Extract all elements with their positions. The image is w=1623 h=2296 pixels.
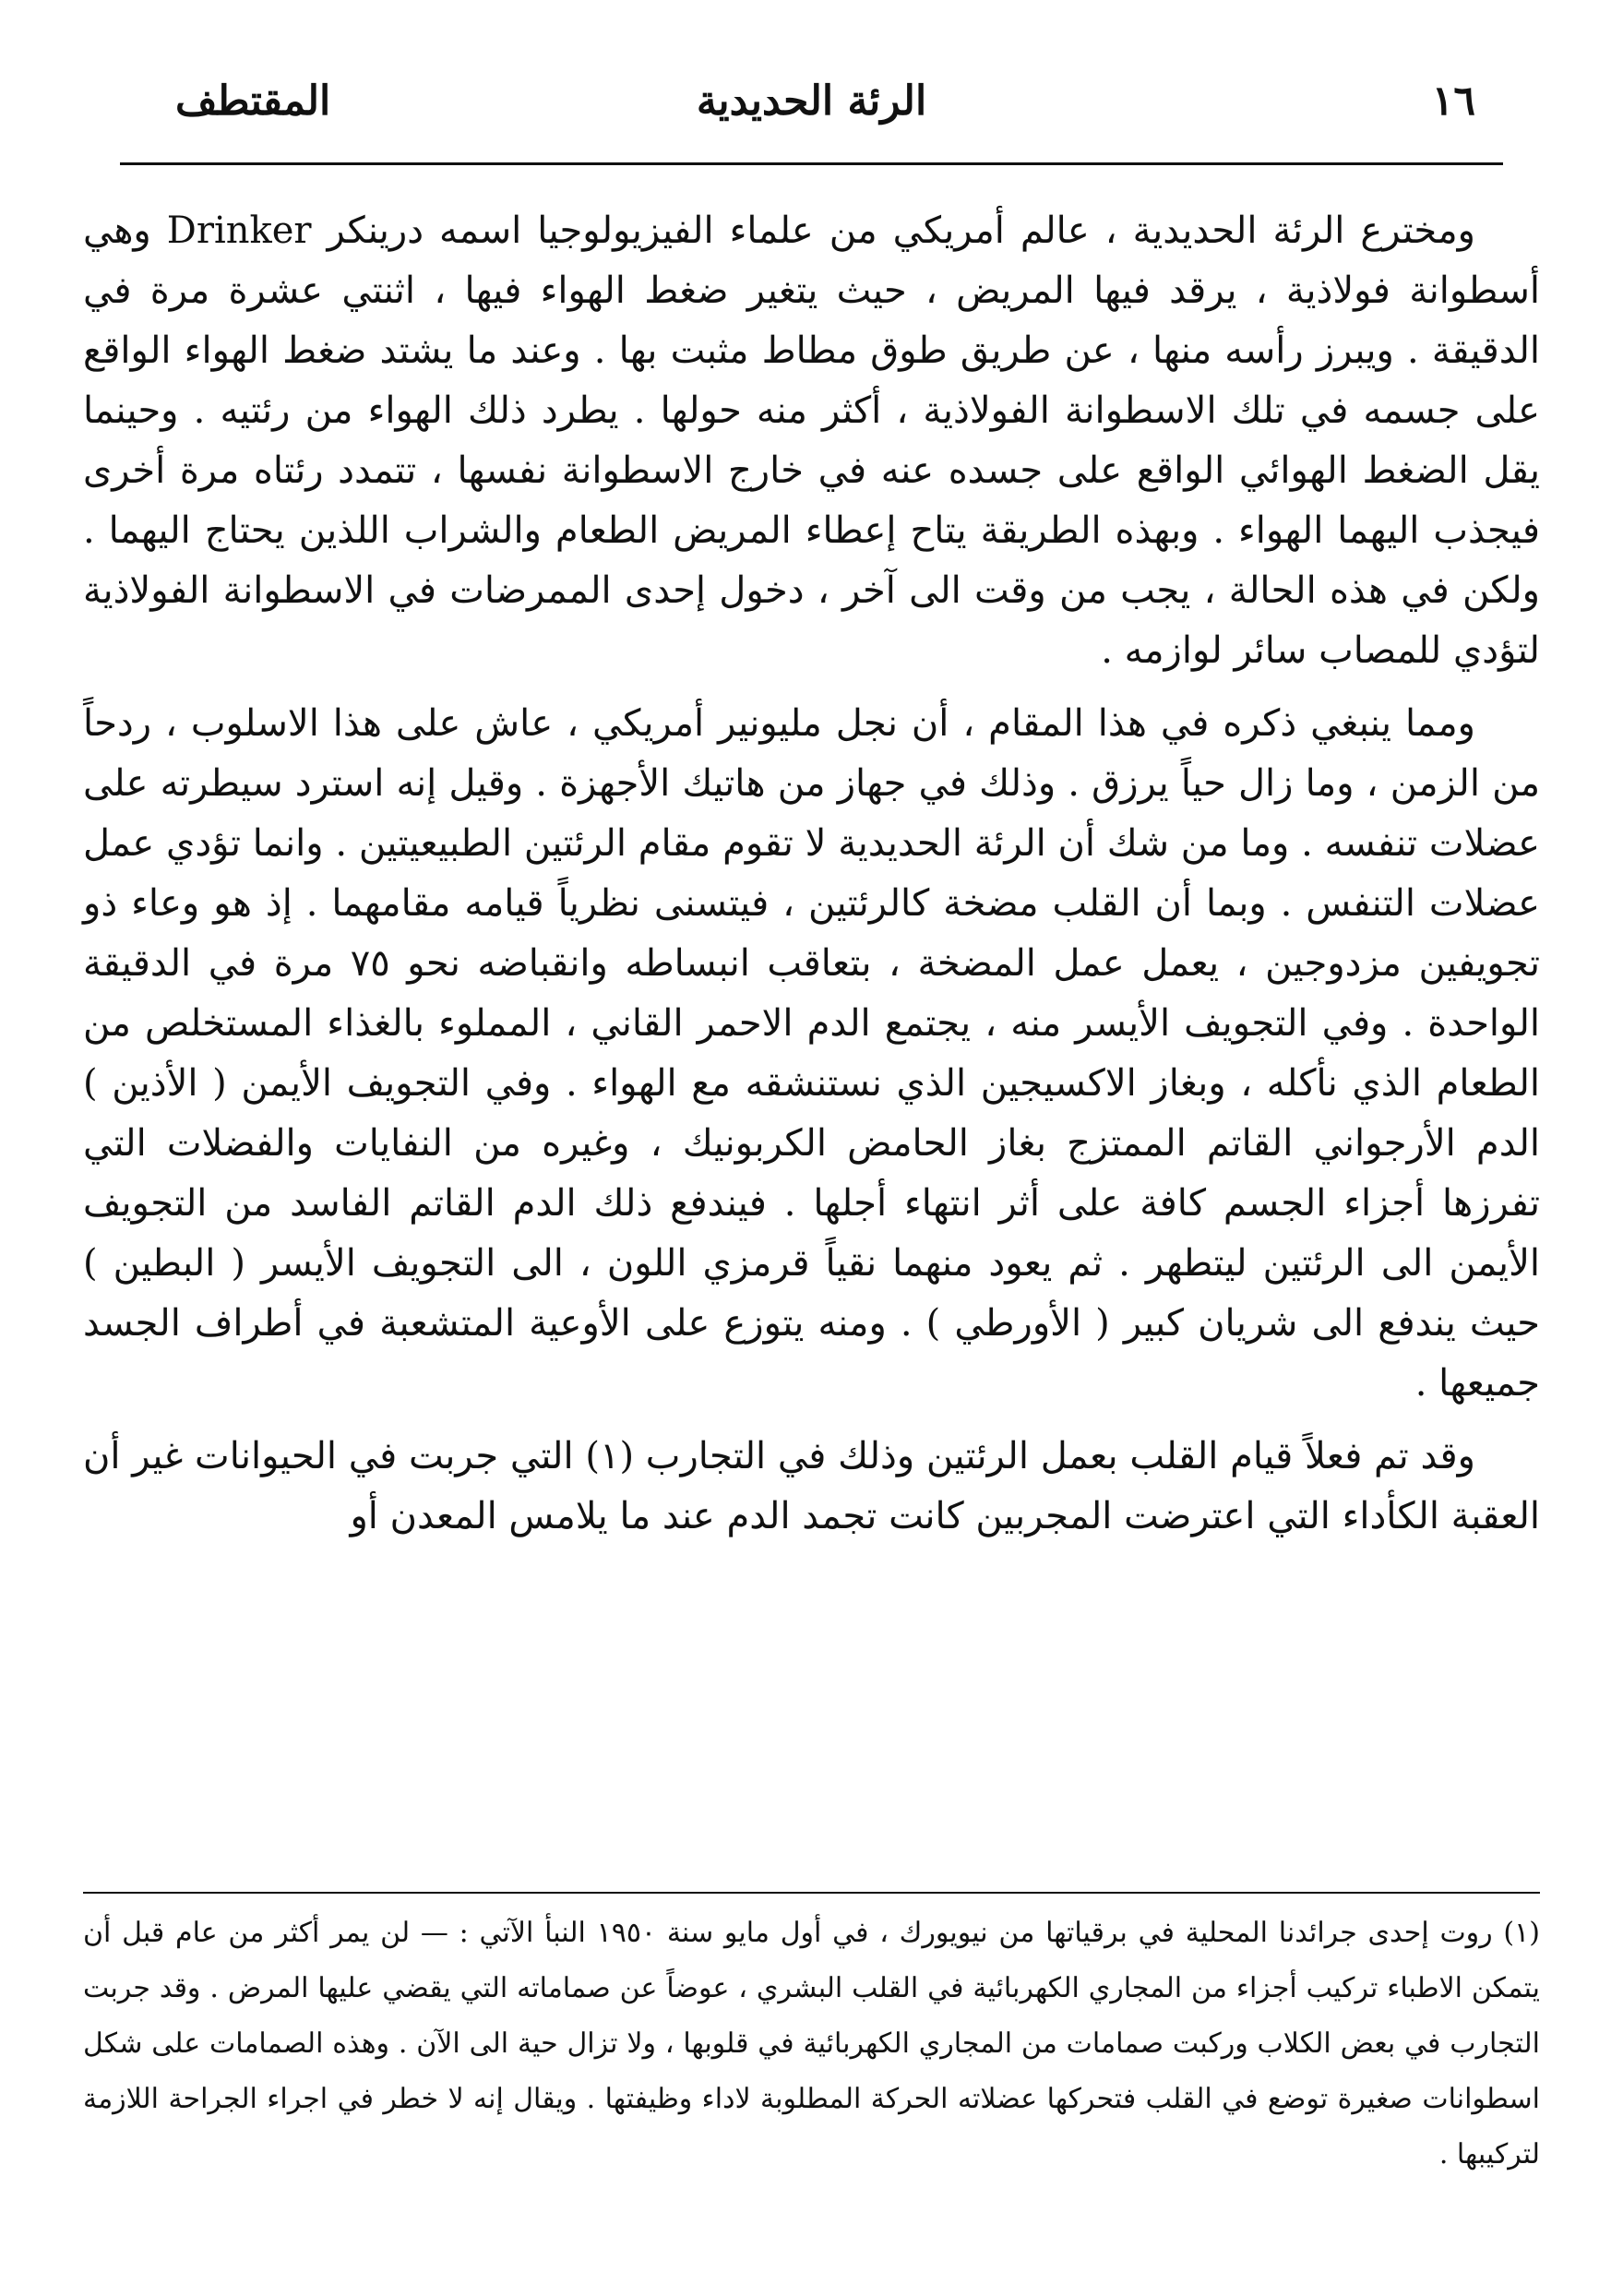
page-header	[120, 65, 1503, 138]
running-title: الرئة الحديدية	[696, 78, 927, 125]
journal-name: المقتطف	[175, 78, 331, 125]
footnotes	[83, 1906, 1540, 2182]
page-number: ١٦	[1431, 78, 1475, 125]
paragraph: وقد تم فعلاً قيام القلب بعمل الرئتين وذلك في التجارب (١) التي جربت في الحيوانات غير أن العقبة الكأداء التي اعترضت المجربين كانت تجمد الدم عند ما يلامس المعدن أو	[83, 1435, 1540, 1537]
article-body	[83, 201, 1540, 1560]
footnote-divider	[83, 1892, 1540, 1894]
paragraph: ومخترع الرئة الحديدية ، عالم أمريكي من علماء الفيزيولوجيا اسمه درينكر Drinker وهي أسطوانة فولاذية ، يرقد فيها المريض ، حيث يتغير ضغط الهواء فيها ، اثنتي عشرة مرة في الدقيقة . ويبرز رأسه منها ، عن طريق طوق مطاط مثبت بها . وعند ما يشتد ضغط الهواء الواقع على جسمه في تلك الاسطوانة الفولاذية ، أكثر منه حولها . يطرد ذلك الهواء من رئتيه . وحينما يقل الضغط الهوائي الواقع على جسده عنه في خارج الاسطوانة نفسها ، تتمدد رئتاه مرة أخرى فيجذب اليهما الهواء . وبهذه الطريقة يتاح إعطاء المريض الطعام والشراب اللذين يحتاج اليهما . ولكن في هذه الحالة ، يجب من وقت الى آخر ، دخول إحدى الممرضات في الاسطوانة الفولاذية لتؤدي للمصاب سائر لوازمه .	[83, 209, 1540, 672]
paragraph: ومما ينبغي ذكره في هذا المقام ، أن نجل مليونير أمريكي ، عاش على هذا الاسلوب ، ردحاً من الزمن ، وما زال حياً يرزق . وذلك في جهاز من هاتيك الأجهزة . وقيل إنه استرد سيطرته على عضلات تنفسه . وما من شك أن الرئة الحديدية لا تقوم مقام الرئتين الطبيعيتين . وانما تؤدي عمل عضلات التنفس . وبما أن القلب مضخة كالرئتين ، فيتسنى نظرياً قيامه مقامهما . إذ هو وعاء ذو تجويفين مزدوجين ، يعمل عمل المضخة ، بتعاقب انبساطه وانقباضه نحو ٧٥ مرة في الدقيقة الواحدة . وفي التجويف الأيسر منه ، يجتمع الدم الاحمر القاني ، المملوء بالغذاء المستخلص من الطعام الذي نأكله ، وبغاز الاكسيجين الذي نستنشقه مع الهواء . وفي التجويف الأيمن ( الأذين ) الدم الأرجواني القاتم الممتزج بغاز الحامض الكربونيك ، وغيره من النفايات والفضلات التي تفرزها أجزاء الجسم كافة على أثر انتهاء أجلها . فيندفع ذلك الدم القاتم الفاسد من التجويف الأيمن الى الرئتين ليتطهر . ثم يعود منهما نقياً قرمزي اللون ، الى التجويف الأيسر ( البطين ) حيث يندفع الى شريان كبير ( الأورطي ) . ومنه يتوزع على الأوعية المتشعبة في أطراف الجسد جميعها .	[83, 702, 1541, 1405]
footnote: (١) روت إحدى جرائدنا المحلية في برقياتها من نيويورك ، في أول مايو سنة ١٩٥٠ النبأ الآتي : — لن يمر أكثر من عام قبل أن يتمكن الاطباء تركيب أجزاء من المجاري الكهربائية في القلب البشري ، عوضاً عن صماماته التي يقضي عليها المرض . وقد جربت التجارب في بعض الكلاب وركبت صمامات من المجاري الكهربائية في قلوبها ، ولا تزال حية الى الآن . وهذه الصمامات على شكل اسطوانات صغيرة توضع في القلب فتحركها عضلاته الحركة المطلوبة لاداء وظيفتها . ويقال إنه لا خطر في اجراء الجراحة اللازمة لتركيبها .	[83, 1917, 1540, 2170]
header-divider	[120, 162, 1503, 165]
